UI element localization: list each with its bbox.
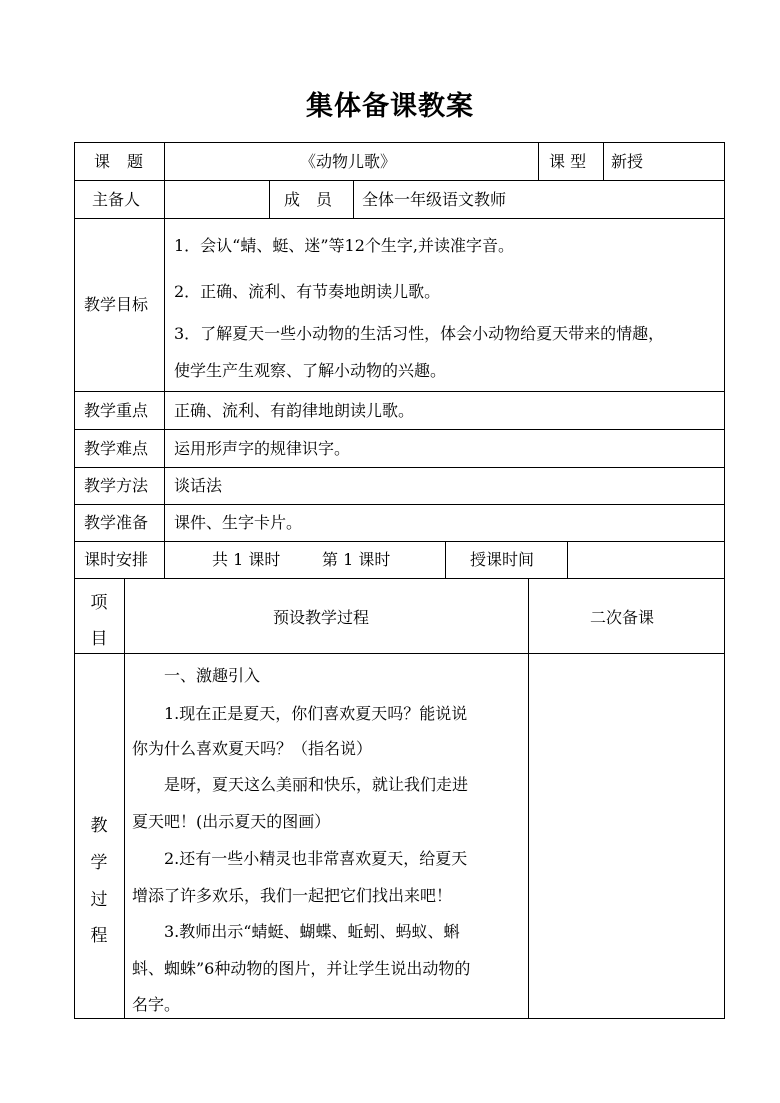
goals-label: 教学目标	[84, 295, 149, 314]
second-prep-column-header: 二次备课	[590, 608, 655, 627]
members-label: 成 员	[284, 190, 333, 209]
schedule-label: 课时安排	[84, 550, 149, 569]
process-side-label: 学	[90, 853, 108, 873]
goal-item: 2．正确、流利、有节奏地朗读儿歌。	[174, 282, 441, 301]
process-line: 1.现在正是夏天，你们喜欢夏天吗？能说说	[132, 704, 468, 723]
item-column-header-2: 目	[90, 629, 108, 649]
goal-item: 使学生产生观察、了解小动物的兴趣。	[174, 361, 447, 380]
prep-label: 教学准备	[84, 513, 149, 532]
type-label: 课 型	[549, 152, 587, 171]
schedule-time-label: 授课时间	[470, 550, 535, 569]
process-line: 是呀，夏天这么美丽和快乐，就让我们走进	[132, 775, 469, 794]
process-line: 夏天吧！(出示夏天的图画）	[132, 812, 331, 831]
schedule-total: 共 1 课时	[212, 550, 281, 569]
difficulty-value: 运用形声字的规律识字。	[174, 439, 351, 458]
process-side-label: 教	[90, 816, 108, 836]
topic-value: 《动物儿歌》	[300, 152, 397, 171]
lead-label: 主备人	[92, 190, 141, 209]
goal-item: 3．了解夏天一些小动物的生活习性，体会小动物给夏天带来的情趣，	[174, 324, 665, 343]
item-column-header-1: 项	[90, 593, 108, 613]
process-side-label: 过	[90, 890, 108, 910]
process-side-label: 程	[90, 926, 108, 946]
type-value: 新授	[611, 152, 644, 171]
page-title: 集体备课教案	[306, 91, 474, 122]
method-value: 谈话法	[174, 476, 223, 495]
method-label: 教学方法	[84, 476, 149, 495]
schedule-current: 第 1 课时	[322, 550, 391, 569]
process-line: 2.还有一些小精灵也非常喜欢夏天，给夏天	[132, 849, 468, 868]
prep-value: 课件、生字卡片。	[174, 513, 303, 532]
process-line: 一、激趣引入	[132, 666, 261, 685]
process-line: 3.教师出示“蜻蜓、蝴蝶、蚯蚓、蚂蚁、蝌	[132, 922, 460, 941]
process-line: 名字。	[132, 995, 181, 1014]
topic-label: 课 题	[94, 152, 144, 171]
members-value: 全体一年级语文教师	[362, 190, 507, 209]
focus-label: 教学重点	[84, 401, 149, 420]
difficulty-label: 教学难点	[84, 439, 149, 458]
goal-item: 1．会认“蜻、蜓、迷”等12个生字,并读准字音。	[174, 236, 514, 255]
plan-column-header: 预设教学过程	[273, 608, 370, 627]
focus-value: 正确、流利、有韵律地朗读儿歌。	[174, 401, 415, 420]
process-line: 你为什么喜欢夏天吗？（指名说）	[132, 739, 373, 758]
process-line: 蚪、蜘蛛”6种动物的图片，并让学生说出动物的	[132, 959, 471, 978]
process-line: 增添了许多欢乐，我们一起把它们找出来吧！	[132, 886, 453, 905]
